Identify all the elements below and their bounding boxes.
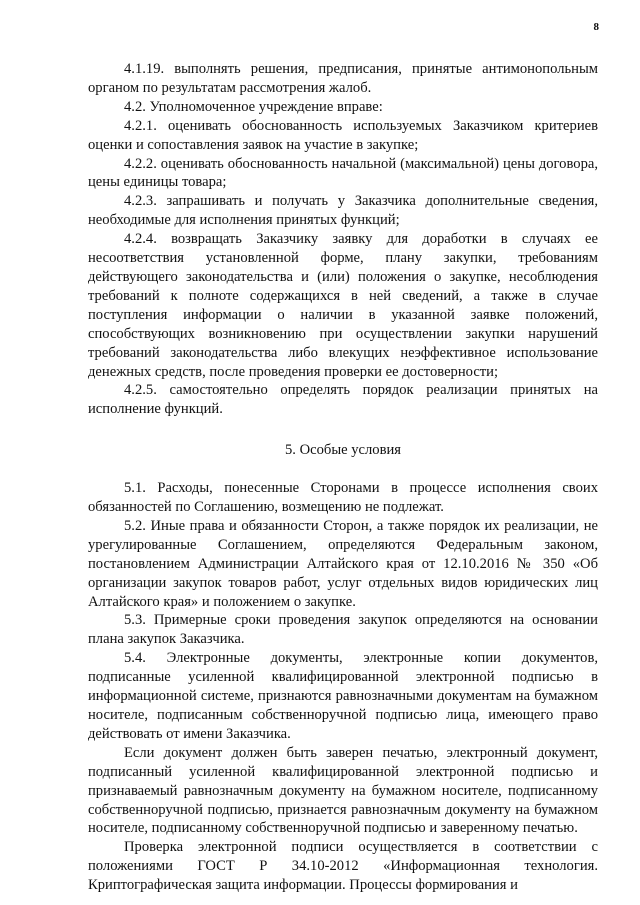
page-number: 8 bbox=[593, 21, 599, 33]
paragraph-4-2-2: 4.2.2. оценивать обоснованность начальной (максимальной) цены договора, цены единицы товара; bbox=[88, 155, 598, 191]
paragraph-4-2-5: 4.2.5. самостоятельно определять порядок реализации принятых на исполнение функций. bbox=[88, 382, 598, 418]
document-body bbox=[88, 60, 598, 895]
paragraph-5-1: 5.1. Расходы, понесенные Сторонами в процессе исполнения своих обязанностей по Соглашению, возмещению не подлежат. bbox=[88, 480, 598, 516]
paragraph-signature-check: Проверка электронной подписи осуществляется в соответствии с положениями ГОСТ Р 34.10-2012 «Информационная технология. Криптографическая защита информации. Процессы формирования и bbox=[88, 839, 598, 894]
section-heading: 5. Особые условия bbox=[284, 442, 402, 459]
paragraph-4-2-3: 4.2.3. запрашивать и получать у Заказчика дополнительные сведения, необходимые для исполнения принятых функций; bbox=[88, 193, 598, 229]
paragraph-5-2: 5.2. Иные права и обязанности Сторон, а также порядок их реализации, не урегулированные Соглашением, определяются Федеральным законом, постановлением Администрации Алтайского края от 12.10.2016 № 350 «Об организации закупок товаров работ, услуг отдельных видов юридических лиц Алтайского края» и положением о закупке. bbox=[88, 517, 598, 610]
paragraph-5-3: 5.3. Примерные сроки проведения закупок определяются на основании плана закупок Заказчика. bbox=[88, 612, 598, 648]
paragraph-4-2-4: 4.2.4. возвращать Заказчику заявку для доработки в случаях ее несоответствия установленной форме, плану закупки, требованиям действующего законодательства и (или) положения о закупке, несоблюдения требований к полноте содержащихся в ней сведений, а также в случае поступления информации о наличии в указанной заявке положений, способствующих возникновению при осуществлении закупки нарушений требований законодательства либо влекущих неэффективное использование денежных средств, после проведения проверки ее достоверности; bbox=[88, 231, 598, 380]
paragraph-seal: Если документ должен быть заверен печатью, электронный документ, подписанный усиленной квалифицированной электронной подписью и признаваемый равнозначным документу на бумажном носителе, подписанному собственноручной подписью, признается равнозначным документу на бумажном носителе, подписанному собственноручной подписью и заверенному печатью. bbox=[88, 744, 598, 837]
paragraph-4-1-19: 4.1.19. выполнять решения, предписания, принятые антимонопольным органом по результатам рассмотрения жалоб. bbox=[88, 61, 598, 96]
paragraph-4-2-1: 4.2.1. оценивать обоснованность используемых Заказчиком критериев оценки и сопоставления заявок на участие в закупке; bbox=[88, 117, 598, 153]
paragraph-5-4: 5.4. Электронные документы, электронные копии документов, подписанные усиленной квалифицированной электронной подписью в информационной системе, признаются равнозначными документам на бумажном носителе, подписанным собственноручной подписью лица, имеющего право действовать от имени Заказчика. bbox=[88, 650, 598, 742]
paragraph-4-2: 4.2. Уполномоченное учреждение вправе: bbox=[124, 98, 383, 115]
